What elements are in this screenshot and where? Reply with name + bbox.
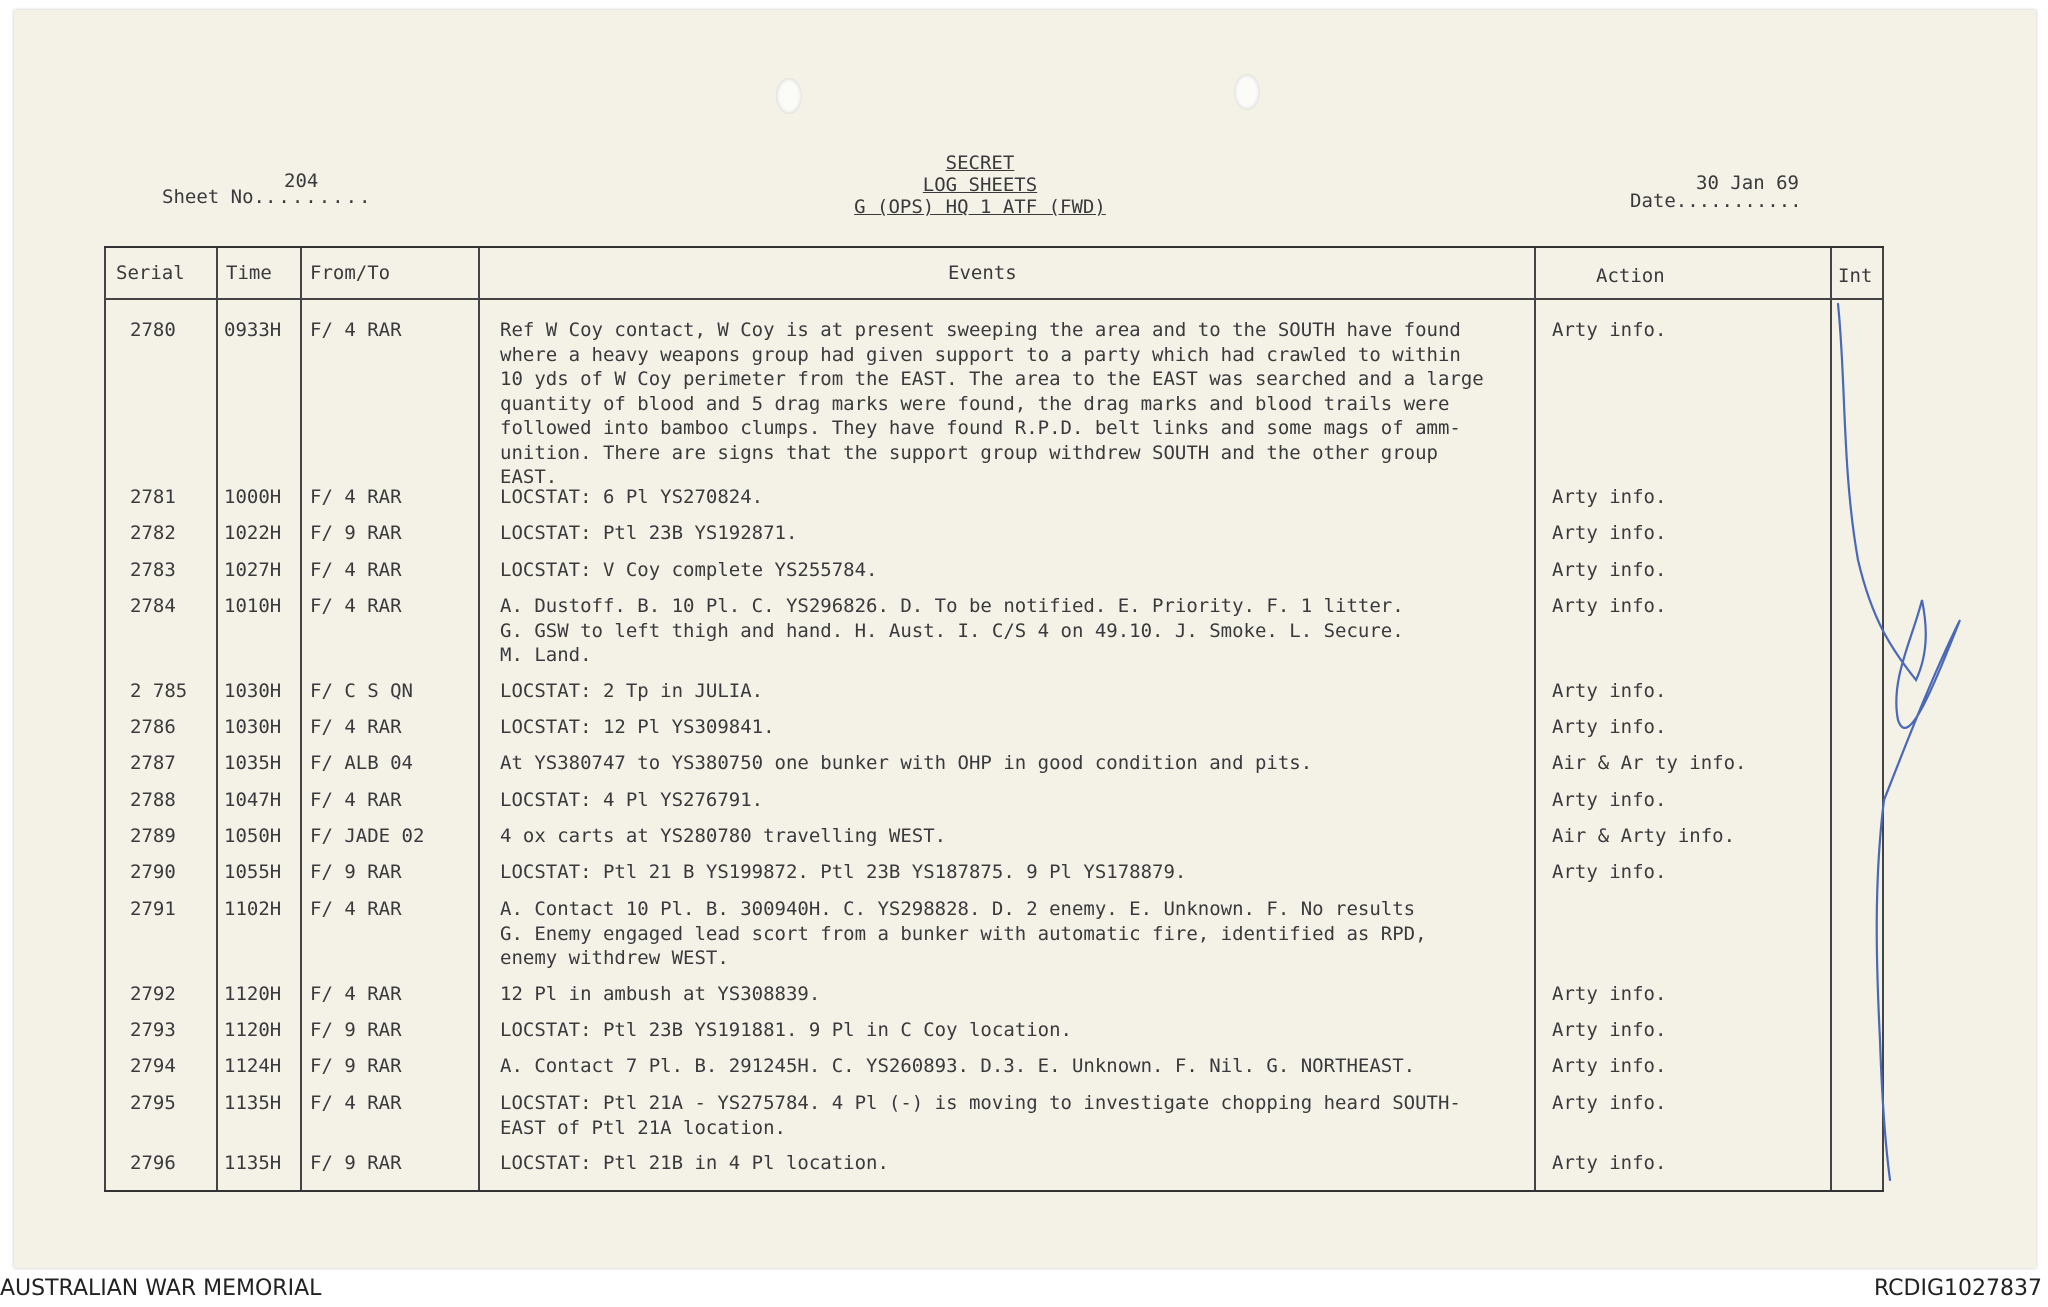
- from-to-cell: F/ 4 RAR: [310, 486, 402, 508]
- time-cell: 1124H: [224, 1055, 282, 1077]
- from-to-cell: F/ C S QN: [310, 680, 413, 702]
- serial-cell: 2783: [130, 559, 176, 581]
- document-title: LOG SHEETS: [922, 174, 1038, 196]
- from-to-cell: F/ JADE 02: [310, 825, 425, 847]
- serial-cell: 2780: [130, 319, 176, 341]
- events-line: 4 ox carts at YS280780 travelling WEST.: [500, 825, 947, 847]
- action-cell: Air & Ar ty info.: [1552, 752, 1747, 774]
- sheet-dots: ........: [264, 186, 373, 208]
- events-line: LOCSTAT: V Coy complete YS255784.: [500, 559, 878, 581]
- events-line: G. Enemy engaged lead scort from a bunker with automatic fire, identified as RPD,: [500, 922, 1427, 945]
- col-header-time: Time: [226, 262, 272, 284]
- from-to-cell: F/ 4 RAR: [310, 898, 402, 920]
- action-cell: Arty info.: [1552, 789, 1667, 811]
- events-line: At YS380747 to YS380750 one bunker with OHP in good condition and pits.: [500, 752, 1313, 774]
- action-cell: Arty info.: [1552, 559, 1667, 581]
- serial-cell: 2 785: [130, 680, 188, 702]
- time-cell: 1120H: [224, 983, 282, 1005]
- events-line: unition. There are signs that the support group withdrew SOUTH and the other group: [500, 441, 1438, 464]
- serial-cell: 2790: [130, 861, 176, 883]
- from-to-cell: F/ 9 RAR: [310, 1152, 402, 1174]
- events-line: LOCSTAT: Ptl 23B YS192871.: [500, 522, 798, 544]
- time-cell: 1047H: [224, 789, 282, 811]
- date-dots: ...........: [1675, 190, 1802, 212]
- time-cell: 1035H: [224, 752, 282, 774]
- events-line: LOCSTAT: Ptl 21B in 4 Pl location.: [500, 1152, 889, 1174]
- events-line: followed into bamboo clumps. They have found R.P.D. belt links and some mags of amm-: [500, 417, 1461, 439]
- action-cell: Air & Arty info.: [1552, 825, 1736, 847]
- from-to-cell: F/ ALB 04: [310, 752, 413, 774]
- events-line: EAST.: [500, 466, 558, 488]
- action-cell: Arty info.: [1552, 522, 1667, 544]
- from-to-cell: F/ 9 RAR: [310, 1019, 402, 1041]
- action-cell: Arty info.: [1552, 983, 1667, 1005]
- events-line: Ref W Coy contact, W Coy is at present sweeping the area and to the SOUTH have found: [500, 319, 1461, 341]
- classification: SECRET: [945, 152, 1015, 174]
- serial-cell: 2794: [130, 1055, 176, 1077]
- events-line: LOCSTAT: Ptl 21A - YS275784. 4 Pl (-) is moving to investigate chopping heard SOUTH-: [500, 1092, 1461, 1114]
- col-header-int: Int: [1838, 265, 1873, 287]
- events-line: quantity of blood and 5 drag marks were found, the drag marks and blood trails were: [500, 392, 1450, 415]
- time-cell: 1010H: [224, 595, 282, 617]
- events-line: LOCSTAT: 12 Pl YS309841.: [500, 716, 775, 738]
- col-header-serial: Serial: [116, 262, 185, 284]
- serial-cell: 2784: [130, 595, 176, 617]
- serial-cell: 2796: [130, 1152, 176, 1174]
- serial-cell: 2782: [130, 522, 176, 544]
- time-cell: 1030H: [224, 716, 282, 738]
- time-cell: 1022H: [224, 522, 282, 544]
- from-to-cell: F/ 4 RAR: [310, 983, 402, 1005]
- action-cell: Arty info.: [1552, 861, 1667, 883]
- serial-cell: 2795: [130, 1092, 176, 1114]
- events-line: LOCSTAT: Ptl 23B YS191881. 9 Pl in C Coy location.: [500, 1019, 1072, 1041]
- col-header-events: Events: [948, 262, 1017, 284]
- serial-cell: 2791: [130, 898, 176, 920]
- time-cell: 1030H: [224, 680, 282, 702]
- footer-record-id: RCDIG1027837: [1873, 1276, 2042, 1301]
- events-line: LOCSTAT: Ptl 21 B YS199872. Ptl 23B YS187875. 9 Pl YS178879.: [500, 861, 1187, 883]
- from-to-cell: F/ 9 RAR: [310, 861, 402, 883]
- action-cell: Arty info.: [1552, 1019, 1667, 1041]
- sheet-number: 204: [284, 170, 319, 192]
- from-to-cell: F/ 4 RAR: [310, 595, 402, 617]
- time-cell: 1027H: [224, 559, 282, 581]
- action-cell: Arty info.: [1552, 680, 1667, 702]
- events-line: LOCSTAT: 4 Pl YS276791.: [500, 789, 764, 811]
- col-header-action: Action: [1596, 265, 1665, 287]
- from-to-cell: F/ 9 RAR: [310, 522, 402, 544]
- time-cell: 1055H: [224, 861, 282, 883]
- unit-name: G (OPS) HQ 1 ATF (FWD): [854, 196, 1106, 218]
- time-cell: 1000H: [224, 486, 282, 508]
- time-cell: 1135H: [224, 1092, 282, 1114]
- serial-cell: 2788: [130, 789, 176, 811]
- events-line: A. Contact 10 Pl. B. 300940H. C. YS298828. D. 2 enemy. E. Unknown. F. No results: [500, 898, 1416, 920]
- time-cell: 1120H: [224, 1019, 282, 1041]
- from-to-cell: F/ 4 RAR: [310, 716, 402, 738]
- serial-cell: 2787: [130, 752, 176, 774]
- action-cell: Arty info.: [1552, 319, 1667, 341]
- events-line: M. Land.: [500, 644, 592, 666]
- events-line: 10 yds of W Coy perimeter from the EAST. The area to the EAST was searched and a large: [500, 368, 1484, 390]
- serial-cell: 2789: [130, 825, 176, 847]
- footer-institution: AUSTRALIAN WAR MEMORIAL: [0, 1276, 322, 1301]
- serial-cell: 2792: [130, 983, 176, 1005]
- from-to-cell: F/ 4 RAR: [310, 559, 402, 581]
- action-cell: Arty info.: [1552, 1152, 1667, 1174]
- serial-cell: 2786: [130, 716, 176, 738]
- date-value: 30 Jan 69: [1696, 172, 1799, 194]
- events-line: where a heavy weapons group had given support to a party which had crawled to within: [500, 343, 1461, 366]
- action-cell: Arty info.: [1552, 1092, 1667, 1114]
- events-line: LOCSTAT: 6 Pl YS270824.: [500, 486, 764, 508]
- col-header-from-to: From/To: [310, 262, 391, 284]
- action-cell: Arty info.: [1552, 1055, 1667, 1077]
- action-cell: Arty info.: [1552, 716, 1667, 738]
- events-line: 12 Pl in ambush at YS308839.: [500, 983, 821, 1005]
- action-cell: Arty info.: [1552, 595, 1667, 617]
- sheet-label: Sheet No.: [162, 186, 265, 208]
- events-line: LOCSTAT: 2 Tp in JULIA.: [500, 680, 764, 702]
- from-to-cell: F/ 4 RAR: [310, 789, 402, 811]
- from-to-cell: F/ 9 RAR: [310, 1055, 402, 1077]
- serial-cell: 2793: [130, 1019, 176, 1041]
- serial-cell: 2781: [130, 486, 176, 508]
- from-to-cell: F/ 4 RAR: [310, 319, 402, 341]
- events-line: EAST of Ptl 21A location.: [500, 1116, 786, 1139]
- date-label: Date: [1630, 190, 1676, 212]
- time-cell: 1135H: [224, 1152, 282, 1174]
- events-line: enemy withdrew WEST.: [500, 947, 729, 969]
- time-cell: 1102H: [224, 898, 282, 920]
- from-to-cell: F/ 4 RAR: [310, 1092, 402, 1114]
- events-line: A. Dustoff. B. 10 Pl. C. YS296826. D. To be notified. E. Priority. F. 1 litter.: [500, 595, 1404, 617]
- events-line: G. GSW to left thigh and hand. H. Aust. I. C/S 4 on 49.10. J. Smoke. L. Secure.: [500, 619, 1404, 642]
- action-cell: Arty info.: [1552, 486, 1667, 508]
- time-cell: 0933H: [224, 319, 282, 341]
- time-cell: 1050H: [224, 825, 282, 847]
- events-line: A. Contact 7 Pl. B. 291245H. C. YS260893. D.3. E. Unknown. F. Nil. G. NORTHEAST.: [500, 1055, 1416, 1077]
